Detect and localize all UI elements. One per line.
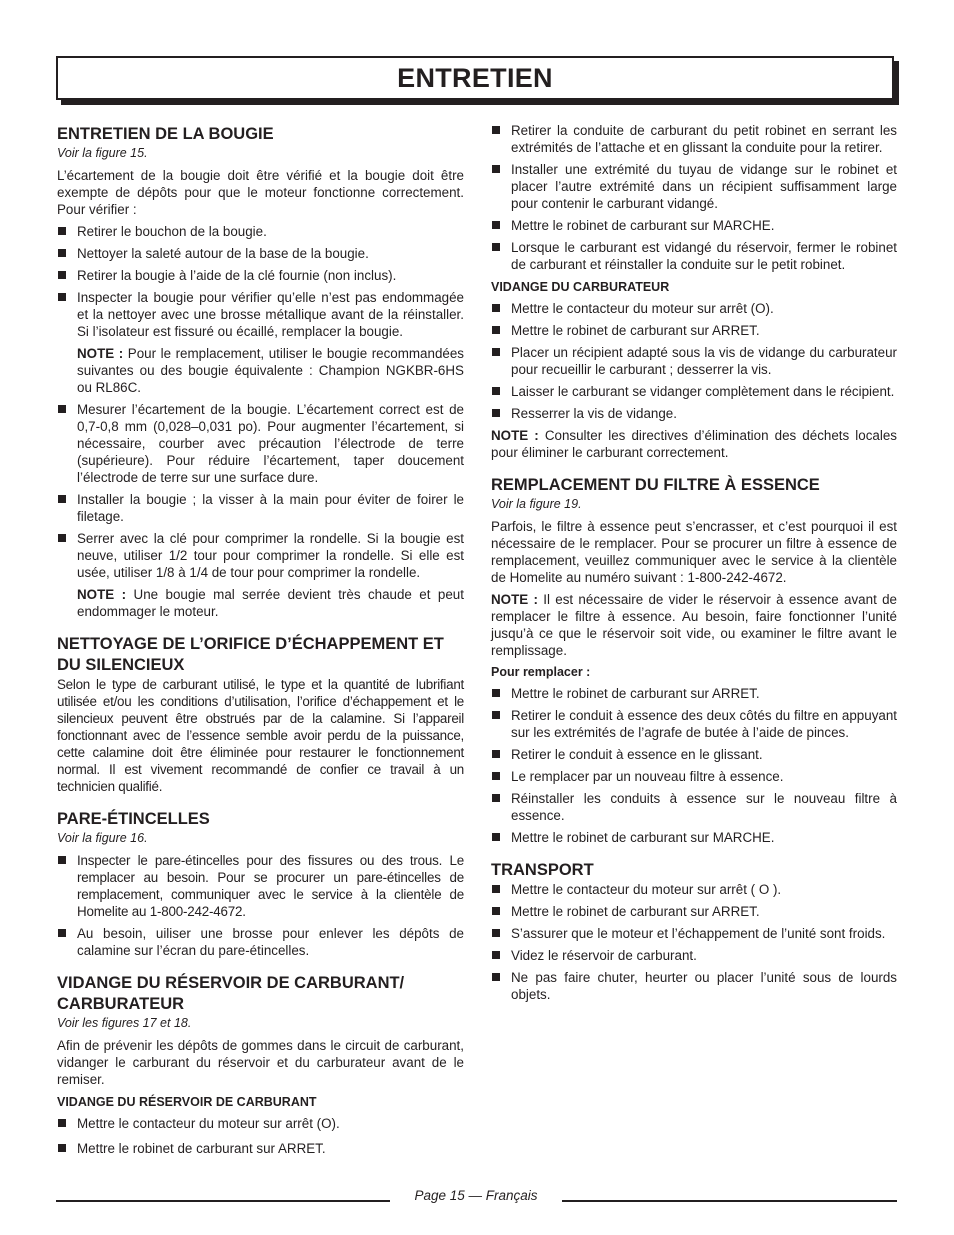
list-item: Mettre le robinet de carburant sur ARRET. [491, 322, 897, 339]
list-item: Mesurer l’écartement de la bougie. L’écartement correct est de 0,7-0,8 mm (0,028–0,031 po). Pour augmenter l’écartement, si nécessaire, courber avec précaution l’électrode de terre (supérieure). Pour réduire l’écartement, taper doucement l’électrode de terre sur une surface dure. [57, 401, 464, 486]
heading-bougie: ENTRETIEN DE LA BOUGIE [57, 125, 274, 143]
list-item: Mettre le contacteur du moteur sur arrêt (O). [491, 300, 897, 317]
list-item: Mettre le robinet de carburant sur ARRET. [491, 903, 897, 920]
list-item: Ne pas faire chuter, heurter ou placer l’unité sous de lourds objets. [491, 969, 897, 1003]
note-bougie-recommandee: NOTE : Pour le remplacement, utiliser le bougie recommandées suivantes ou des bougie équivalente : Champion NGKBR-6HS ou RL86C. [77, 346, 464, 395]
bullet-icon [58, 1144, 66, 1152]
right-column [491, 122, 897, 1008]
list-item: Inspecter la bougie pour vérifier qu’elle n’est pas endommagée et la nettoyer avec une brosse métallique avant de la réinstaller. Si l’isolateur est fissuré ou écaillé, remplacer la bougie. [57, 289, 464, 340]
list-item: Retirer la bougie à l’aide de la clé fournie (non inclus). [57, 267, 464, 284]
heading-vidange: VIDANGE DU RÉSERVOIR DE CARBURANT/ CARBURATEUR [57, 974, 405, 1013]
bougie-list-2 [57, 401, 464, 581]
heading-echappement: NETTOYAGE DE L’ORIFICE D’ÉCHAPPEMENT ET DU SILENCIEUX [57, 635, 444, 674]
filtre-list [491, 685, 897, 846]
bullet-icon [492, 794, 500, 802]
bullet-icon [492, 689, 500, 697]
vidange-cont-list [491, 122, 897, 273]
vidange-list [57, 1115, 464, 1157]
bullet-icon [492, 326, 500, 334]
list-item: Placer un récipient adapté sous la vis de vidange du carburateur pour recueillir le carburant ; desserrer la vis. [491, 344, 897, 378]
list-item: Mettre le contacteur du moteur sur arrêt (O). [57, 1115, 464, 1132]
bullet-icon [492, 973, 500, 981]
list-item: Resserrer la vis de vidange. [491, 405, 897, 422]
bullet-icon [492, 750, 500, 758]
bullet-icon [492, 907, 500, 915]
subheading-vidange-reservoir: VIDANGE DU RÉSERVOIR DE CARBURANT [57, 1095, 317, 1109]
list-item: Mettre le robinet de carburant sur MARCHE. [491, 217, 897, 234]
list-item: Videz le réservoir de carburant. [491, 947, 897, 964]
heading-filtre: REMPLACEMENT DU FILTRE À ESSENCE [491, 476, 820, 494]
carburateur-list [491, 300, 897, 422]
page-title-box [56, 56, 894, 100]
bullet-icon [492, 772, 500, 780]
footer-page-label: Page 15 — Français [414, 1188, 538, 1203]
bullet-icon [492, 304, 500, 312]
note-bougie-serree: NOTE : Une bougie mal serrée devient très chaude et peut endommager le moteur. [77, 587, 464, 619]
echappement-text: Selon le type de carburant utilisé, le type et la quantité de lubrifiant utilisée et/ou les conditions d’utilisation, l’orifice d’échappement et le silencieux peuvent être obstrués par de la calamine. Si l’appareil fonctionnant avec de l’essence semble avoir perdu de la puissance, cette calamine doit être éliminée pour restaurer le fonctionnement normal. Il est vivement recommandé de confier ce travail à un technicien qualifié. [57, 677, 464, 794]
list-item: Mettre le robinet de carburant sur ARRET. [57, 1140, 464, 1157]
list-item: Retirer la conduite de carburant du petit robinet en serrant les extrémités de l’attache et en glissant la conduite pour la retirer. [491, 122, 897, 156]
page-title: ENTRETIEN [397, 62, 553, 93]
bullet-icon [58, 929, 66, 937]
list-item: Laisser le carburant se vidanger complètement dans le récipient. [491, 383, 897, 400]
figref-15: Voir la figure 15. [57, 146, 148, 160]
list-item: Mettre le robinet de carburant sur ARRET. [491, 685, 897, 702]
list-item: Installer la bougie ; la visser à la main pour éviter de foirer le filetage. [57, 491, 464, 525]
bullet-icon [58, 293, 66, 301]
page-footer [56, 1188, 897, 1206]
bullet-icon [58, 495, 66, 503]
pare-list [57, 852, 464, 959]
bullet-icon [58, 227, 66, 235]
list-item: Réinstaller les conduits à essence sur le nouveau filtre à essence. [491, 790, 897, 824]
bullet-icon [492, 951, 500, 959]
bullet-icon [492, 165, 500, 173]
bullet-icon [492, 387, 500, 395]
bullet-icon [492, 221, 500, 229]
list-item: Nettoyer la saleté autour de la base de la bougie. [57, 245, 464, 262]
list-item: Inspecter le pare-étincelles pour des fissures ou des trous. Le remplacer au besoin. Pour se procurer un pare-étincelles de remplacement, communiquer avec le service à la clientèle de Homelite au 1-800-242-4672. [57, 852, 464, 920]
bullet-icon [58, 534, 66, 542]
list-item: Mettre le robinet de carburant sur MARCHE. [491, 829, 897, 846]
filtre-text: Parfois, le filtre à essence peut s’encrasser, et c’est pourquoi il est nécessaire de le remplacer. Pour se procurer un filtre à essence de remplacement, veuillez communiquer avec le service à la clientèle de Homelite au numéro suivant : 1-800-242-4672. [491, 519, 897, 585]
list-item: Installer une extrémité du tuyau de vidange sur le robinet et placer l’autre extrémité dans un récipient suffisamment large pour contenir le carburant vidangé. [491, 161, 897, 212]
subheading-pour-remplacer: Pour remplacer : [491, 665, 591, 679]
bullet-icon [492, 243, 500, 251]
heading-transport: TRANSPORT [491, 861, 594, 879]
figref-16: Voir la figure 16. [57, 831, 148, 845]
bullet-icon [58, 249, 66, 257]
bullet-icon [492, 885, 500, 893]
list-item: Serrer avec la clé pour comprimer la rondelle. Si la bougie est neuve, utiliser 1/2 tour pour comprimer la rondelle. Si elle est usée, utiliser 1/8 à 1/4 de tour pour comprimer la rondelle. [57, 530, 464, 581]
list-item: Lorsque le carburant est vidangé du réservoir, fermer le robinet de carburant et réinstaller la conduite sur le petit robinet. [491, 239, 897, 273]
list-item: Au besoin, uiliser une brosse pour enlever les dépôts de calamine sur l’écran du pare-étincelles. [57, 925, 464, 959]
list-item: Le remplacer par un nouveau filtre à essence. [491, 768, 897, 785]
bullet-icon [492, 409, 500, 417]
footer-rule-left [56, 1200, 390, 1202]
bougie-intro: L’écartement de la bougie doit être vérifié et la bougie doit être exempte de dépôts pour que le moteur fonctionne correctement. Pour vérifier : [57, 168, 464, 217]
figref-19: Voir la figure 19. [491, 497, 582, 511]
list-item: Mettre le contacteur du moteur sur arrêt ( O ). [491, 881, 897, 898]
bullet-icon [492, 833, 500, 841]
figref-17-18: Voir les figures 17 et 18. [57, 1016, 192, 1030]
bullet-icon [492, 929, 500, 937]
bullet-icon [492, 348, 500, 356]
bullet-icon [58, 405, 66, 413]
list-item: Retirer le conduit à essence des deux côtés du filtre en appuyant sur les extrémités de l’agrafe de butée à l’aide de pinces. [491, 707, 897, 741]
bullet-icon [58, 856, 66, 864]
subheading-vidange-carburateur: VIDANGE DU CARBURATEUR [491, 280, 670, 294]
transport-list [491, 881, 897, 1003]
note-elimination: NOTE : Consulter les directives d’élimination des déchets locales pour éliminer le carburant correctement. [491, 428, 897, 460]
footer-rule-right [562, 1200, 897, 1202]
bullet-icon [492, 711, 500, 719]
note-filtre: NOTE : Il est nécessaire de vider le réservoir à essence avant de remplacer le filtre à essence. Au besoin, faire fonctionner l’unité jusqu’à ce que le réservoir soit vide, ou examiner le filtre avant le remplissage. [491, 592, 897, 658]
bullet-icon [492, 126, 500, 134]
heading-pare-etincelles: PARE-ÉTINCELLES [57, 810, 210, 828]
bullet-icon [58, 271, 66, 279]
bullet-icon [58, 1119, 66, 1127]
bougie-list [57, 223, 464, 340]
left-column [57, 124, 464, 1162]
list-item: Retirer le bouchon de la bougie. [57, 223, 464, 240]
list-item: S’assurer que le moteur et l’échappement de l’unité sont froids. [491, 925, 897, 942]
list-item: Retirer le conduit à essence en le glissant. [491, 746, 897, 763]
vidange-text: Afin de prévenir les dépôts de gommes dans le circuit de carburant, vidanger le carburant du réservoir et du carburateur avant de le remiser. [57, 1038, 464, 1087]
